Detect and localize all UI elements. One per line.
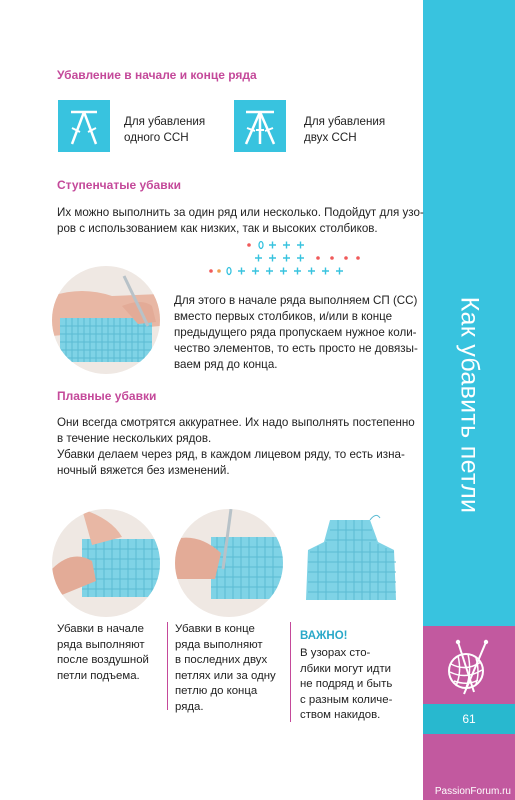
smooth-start-photo [52, 509, 160, 617]
yarn-ball-icon [436, 638, 498, 696]
sidebar: Как убавить петли [423, 0, 515, 800]
caption-smooth-start: Убавки в начале ряда выполняют после воздушной петли подъема. [57, 623, 149, 682]
page-number: 61 [423, 704, 515, 734]
stepped-photo-text: Для этого в начале ряда выполняем СП (СС) вместо первых столбиков, и/или в конце предыдущего ряда пропускаем нужное коли- чество элементов, то есть просто не довязы- ваем ряд до конца. [174, 294, 418, 371]
heading-smooth: Плавные убавки [57, 389, 157, 403]
decrease-one-dc-symbol-icon [58, 100, 110, 152]
note-body: В узорах сто- лбики могут идти не подряд и быть с разным количе- ством накидов. [300, 647, 393, 721]
divider-line-2 [290, 622, 291, 722]
divider-line-1 [167, 622, 168, 710]
smooth-intro: Они всегда смотрятся аккуратнее. Их надо выполнять постепенно в течение нескольких рядов. Убавки делаем через ряд, в каждом лицевом ряду, то есть изна- ночный вяжется без изменений. [57, 416, 415, 477]
symbol-one-caption: Для убавления одного ССН [124, 115, 206, 144]
caption-smooth-end: Убавки в конце ряда выполняют в последних двух петлях или за одну петлю до конца ряда. [175, 623, 276, 713]
stepped-decrease-photo [52, 266, 160, 374]
symbol-two-caption: Для убавления двух ССН [304, 115, 386, 144]
smooth-end-photo [175, 509, 283, 617]
heading-stepped: Ступенчатые убавки [57, 178, 181, 192]
decrease-two-dc-symbol-icon [234, 100, 286, 152]
heading-decrease-start-end: Убавление в начале и конце ряда [57, 68, 257, 82]
note-title: ВАЖНО! [300, 630, 348, 642]
watermark: PassionForum.ru [434, 786, 511, 797]
smooth-result-photo [300, 512, 400, 612]
stepped-decrease-diagram [205, 240, 365, 280]
stepped-intro: Их можно выполнить за один ряд или несколько. Подойдут для узо- ров с использованием как низких, так и высоких столбиков. [57, 206, 424, 235]
